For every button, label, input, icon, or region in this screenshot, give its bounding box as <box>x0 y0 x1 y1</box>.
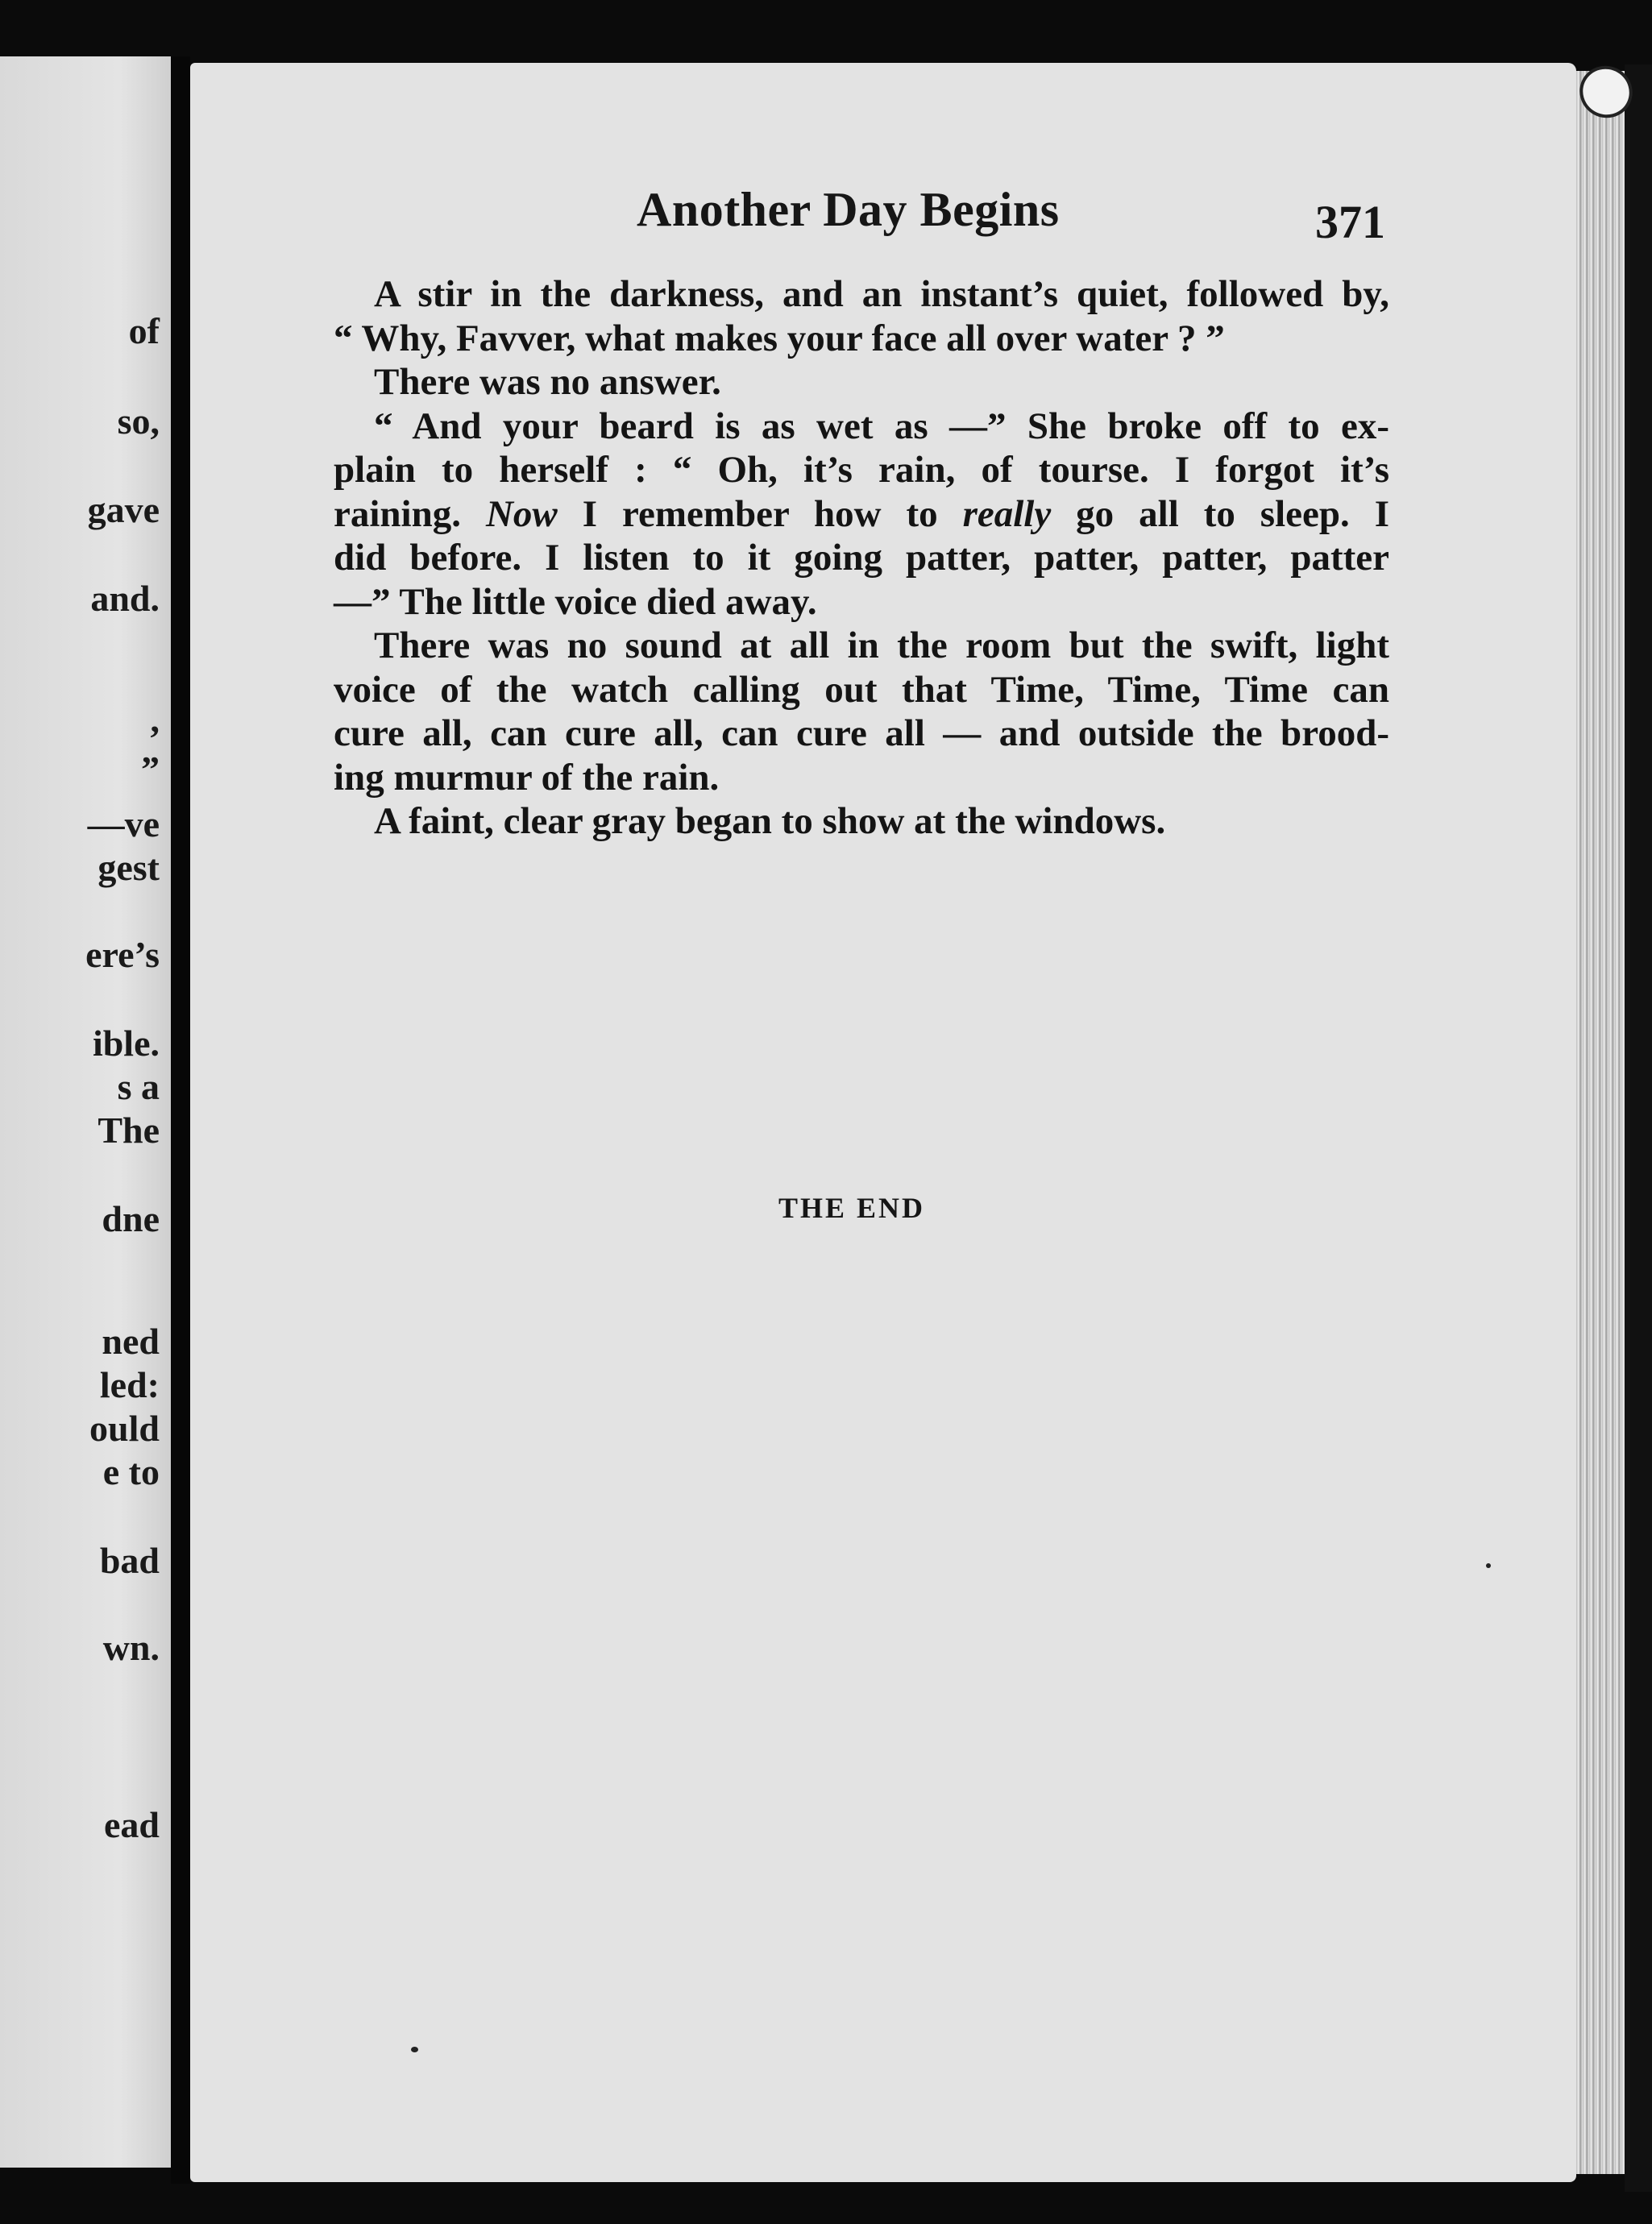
book-gutter <box>171 56 190 2184</box>
left-page-fragment: so, <box>117 400 160 442</box>
left-page-fragment: wn. <box>102 1627 160 1668</box>
left-page-fragment: dne <box>102 1198 160 1239</box>
running-head: Another Day Begins <box>637 183 1060 236</box>
page-edges <box>1576 71 1625 2174</box>
left-page-fragment: ould <box>89 1408 160 1449</box>
left-page-fragment: —ve <box>87 803 160 844</box>
page-number: 371 <box>1315 196 1385 248</box>
text-run: raining. <box>334 492 486 535</box>
left-page-fragment: e to <box>102 1451 160 1492</box>
left-page-fragment: ead <box>104 1804 160 1845</box>
left-page-fragment: gave <box>87 489 160 530</box>
the-end-label: THE END <box>778 1192 926 1224</box>
text-line: There was no sound at all in the room but the swift, light <box>374 624 1389 666</box>
text-line: “ And your beard is as wet as —” She broke off to ex- <box>374 405 1389 447</box>
text-line: ing murmur of the rain. <box>334 756 720 799</box>
body-text <box>334 272 1389 844</box>
scan-speck <box>411 2047 418 2052</box>
text-line: cure all, can cure all, can cure all — and outside the brood- <box>334 712 1389 754</box>
left-page-fragment: The <box>98 1110 160 1151</box>
left-page-fragment: gest <box>98 847 160 888</box>
text-line: —” The little voice died away. <box>334 580 817 623</box>
text-line: There was no answer. <box>374 361 721 403</box>
scan-speck <box>1486 1563 1491 1568</box>
text-line <box>334 492 1389 537</box>
left-page-fragment: ned <box>102 1321 160 1362</box>
left-page-fragment: , <box>150 699 160 740</box>
text-run: go all to sleep. I <box>1051 492 1389 535</box>
text-line: A stir in the darkness, and an instant’s quiet, followed by, <box>374 273 1389 315</box>
text-line: “ Why, Favver, what makes your face all over water ? ” <box>334 317 1225 359</box>
left-page-fragment: ible. <box>92 1023 160 1064</box>
left-page-fragment: led: <box>99 1364 160 1405</box>
page-header <box>190 182 1576 247</box>
text-line: A faint, clear gray began to show at the windows. <box>374 800 1166 842</box>
left-page-fragment: of <box>128 310 160 351</box>
left-page-fragment: and. <box>90 578 160 619</box>
page-edge-shadow <box>1625 64 1652 2192</box>
left-page-fragment: ” <box>141 749 160 790</box>
previous-page <box>0 56 171 2168</box>
text-run: I remember how to <box>557 492 963 535</box>
text-line: plain to herself : “ Oh, it’s rain, of tourse. I forgot it’s <box>334 449 1389 491</box>
left-page-fragment: ere’s <box>85 934 160 975</box>
italic-word: Now <box>485 492 558 535</box>
text-line: did before. I listen to it going patter, patter, patter, patter <box>334 537 1389 579</box>
left-page-fragment: s a <box>117 1066 160 1107</box>
italic-word: really <box>962 492 1052 535</box>
text-line: voice of the watch calling out that Time, Time, Time can <box>334 668 1389 711</box>
left-page-fragment: bad <box>99 1540 160 1581</box>
